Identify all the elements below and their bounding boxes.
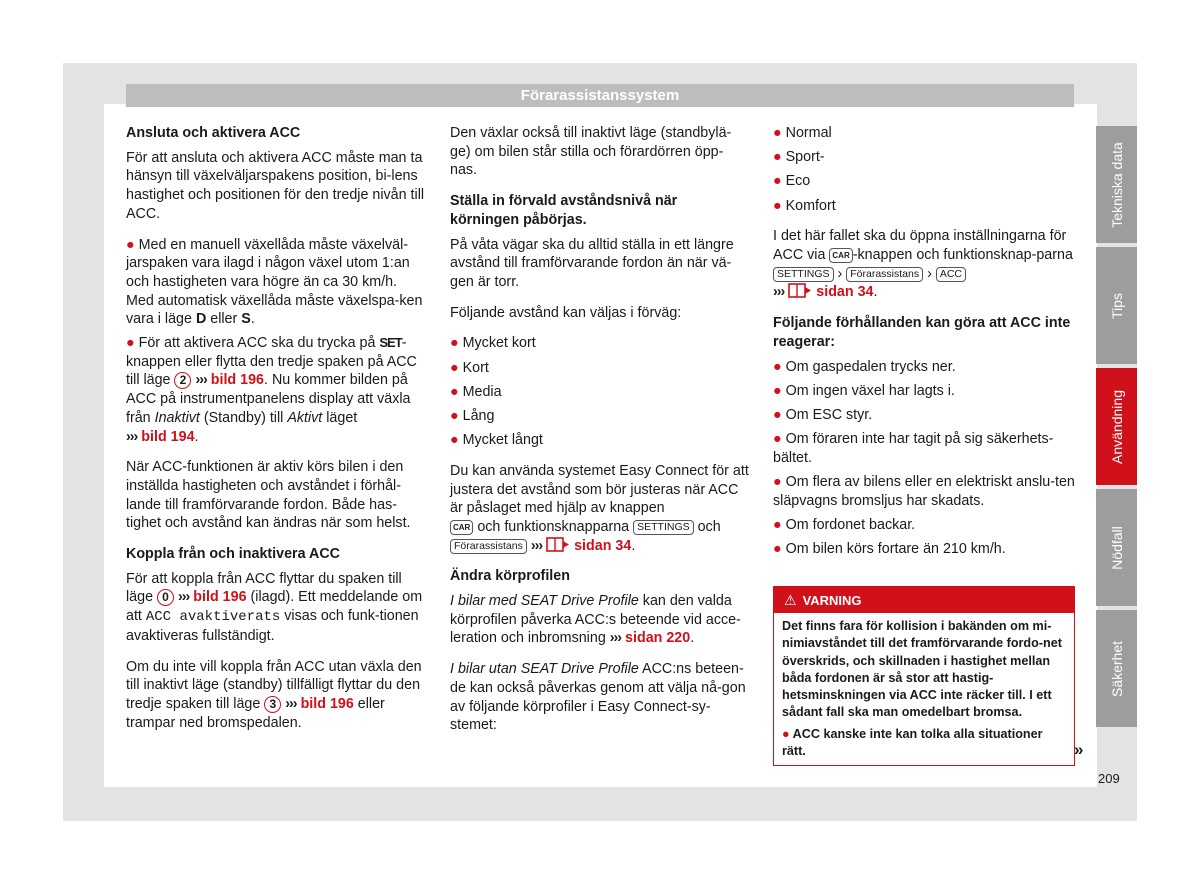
set-button-icon: SET (379, 335, 402, 351)
separator-icon: › (927, 265, 932, 282)
reference-arrow-icon: ››› (530, 537, 543, 554)
bullet-icon: ● (773, 382, 782, 399)
tab-usage[interactable]: Användning (1096, 368, 1137, 485)
paragraph: För att ansluta och aktivera ACC måste man ta hänsyn till växelväljarspakens position, bi-lens hastighet och positionen för den tredje nivån till ACC. (126, 149, 425, 222)
settings-key-icon: SETTINGS (633, 520, 694, 535)
display-message: ACC avaktiverats (145, 609, 281, 626)
position-3-icon: 3 (264, 696, 281, 713)
warning-title: VARNING (802, 593, 862, 608)
warning-body (774, 613, 1074, 760)
figure-link[interactable]: bild 194 (141, 428, 195, 445)
bullet-icon: ● (773, 431, 782, 448)
page-number: 209 (1098, 771, 1120, 786)
position-0-icon: 0 (157, 589, 174, 606)
list-item: ● Om ingen växel har lagts i. (773, 382, 955, 399)
list-item: ● Lång (450, 407, 495, 424)
figure-link[interactable]: bild 196 (210, 372, 264, 389)
reference-arrow-icon: ››› (195, 372, 207, 389)
bullet-icon: ● (126, 236, 135, 253)
bullet-icon: ● (773, 516, 782, 533)
heading-change-profile: Ändra körprofilen (450, 568, 570, 585)
paragraph: Den växlar också till inaktivt läge (standbylä-ge) om bilen står stilla och förardörren öpp-nas. (450, 125, 732, 179)
reference-arrow-icon: ››› (126, 428, 138, 445)
bullet-icon: ● (450, 359, 459, 376)
separator-icon: › (837, 265, 843, 282)
bullet-icon: ● (450, 432, 459, 449)
warning-box (773, 586, 1075, 766)
heading-disconnect: Koppla från och inaktivera ACC (126, 546, 340, 563)
bullet-icon: ● (773, 406, 782, 423)
reference-arrow-icon: ››› (178, 589, 190, 606)
bullet-icon: ● (773, 125, 782, 141)
distance-list (450, 334, 750, 450)
book-reference-icon (546, 537, 570, 552)
paragraph: I bilar utan SEAT Drive Profile ACC:ns beteen-de kan också påverkas genom att välja nå-gon av följande körprofiler i Easy Connect-sy-stemet: (450, 661, 746, 734)
section-header: Förarassistanssystem (126, 84, 1074, 107)
list-item: ● Eco (773, 173, 811, 190)
column-1 (126, 124, 426, 744)
list-item: ● Om flera av bilens eller en elektriskt anslu-ten släpvagns bromsljus har skadats. (773, 474, 1075, 509)
list-item: ● Sport- (773, 149, 825, 166)
paragraph: Du kan använda systemet Easy Connect för att justera det avstånd som bör justeras när ACC är påslaget med hjälp av knappen CAR och funktionsknapparna SETTINGS och Förarassistans ››› sidan 34. (450, 462, 749, 554)
warning-list-item: ● ACC kanske inte kan tolka alla situationer rätt. (782, 726, 1043, 759)
tab-safety[interactable]: Säkerhet (1096, 610, 1137, 727)
list-item: ● Om föraren inte har tagit på sig säkerhets-bältet. (773, 431, 1054, 466)
bullet-icon: ● (773, 474, 782, 491)
list-item: ● Media (450, 383, 502, 400)
list-item: ● Med en manuell växellåda måste växelväl-jarspaken vara ilagd i någon växel utom 1:an och hastigheten vara högre än ca 30 km/h. Med automatisk växellåda måste växelspa-ken vara i läge D eller S. (126, 236, 423, 328)
list-item: ● Mycket kort (450, 335, 536, 352)
list-item: ● Om fordonet backar. (773, 516, 916, 533)
warning-triangle-icon: ⚠ (784, 592, 797, 608)
column-2 (450, 124, 750, 747)
tab-technical-data[interactable]: Tekniska data (1096, 126, 1137, 243)
list-item: ● Komfort (773, 197, 836, 214)
list-item: ● För att aktivera ACC ska du trycka på SET-knappen eller flytta den tredje spaken på ACC till läge 2 ››› bild 196. Nu kommer bilden på ACC på instrumentpanelens display att växla från Inaktivt (Standby) till Aktivt läget ››› bild 194. (126, 335, 417, 445)
acc-key-icon: ACC (936, 267, 966, 282)
list-item: ● Kort (450, 359, 489, 376)
warning-header (774, 587, 1074, 613)
bullet-icon: ● (782, 726, 790, 741)
paragraph: I bilar med SEAT Drive Profile kan den valda körprofilen påverka ACC:s beteende vid acce-leration och inbromsning ››› sidan 220. (450, 593, 741, 647)
profile-list (773, 124, 1075, 215)
conditions-list (773, 358, 1075, 559)
list-item: ● Om gaspedalen trycks ner. (773, 358, 956, 375)
continue-arrow-icon: » (1074, 740, 1084, 759)
car-button-icon: CAR (450, 520, 473, 535)
warning-text: Det finns fara för kollision i bakänden om mi-nimiavståndet till det framförvarande fordo-net överskrids, och skillnaden i hastighet mellan båda fordonen är så stor att hastig-hetsminskningen via ACC inte räcker till. I ett sådant fall ska man omedelbart bromsa. (782, 619, 1062, 720)
bullet-icon: ● (773, 358, 782, 375)
heading-connect-activate: Ansluta och aktivera ACC (126, 125, 301, 141)
car-button-icon: CAR (829, 248, 852, 263)
bullet-icon: ● (773, 541, 782, 558)
tab-emergency[interactable]: Nödfall (1096, 489, 1137, 606)
bullet-icon: ● (450, 407, 459, 424)
reference-arrow-icon: ››› (285, 695, 297, 712)
driver-assist-key-icon: Förarassistans (846, 267, 923, 282)
column-3 (773, 124, 1075, 559)
bullet-icon: ● (773, 149, 782, 166)
page-link[interactable]: sidan 220 (625, 630, 691, 647)
position-2-icon: 2 (174, 372, 191, 389)
paragraph: När ACC-funktionen är aktiv körs bilen i den inställda hastigheten och avståndet i förhål-lande till framförvarande fordon. Både has-tighet och avstånd kan ändras när som helst. (126, 459, 411, 532)
figure-link[interactable]: bild 196 (300, 695, 354, 712)
settings-key-icon: SETTINGS (773, 267, 834, 282)
bullet-icon: ● (773, 197, 782, 214)
bullet-icon: ● (773, 173, 782, 190)
list-item: ● Om bilen körs fortare än 210 km/h. (773, 541, 1006, 558)
heading-conditions: Följande förhållanden kan göra att ACC inte reagerar: (773, 315, 1071, 350)
page-link[interactable]: sidan 34 (574, 537, 632, 554)
driver-assist-key-icon: Förarassistans (450, 539, 527, 554)
page-link[interactable]: sidan 34 (816, 284, 874, 301)
paragraph: Om du inte vill koppla från ACC utan växla den till inaktivt läge (standby) tillfälligt flyttar du den tredje spaken till läge 3 ››› bild 196 eller trampar ned bromspedalen. (126, 658, 422, 731)
bullet-icon: ● (126, 335, 135, 352)
list-item: ● Om ESC styr. (773, 406, 873, 423)
heading-preset-distance: Ställa in förvald avståndsnivå när körningen påbörjas. (450, 193, 678, 228)
paragraph: På våta vägar ska du alltid ställa in ett längre avstånd till framförvarande fordon än när vä-gen är torr. (450, 236, 734, 290)
reference-arrow-icon: ››› (773, 284, 785, 301)
paragraph: För att koppla från ACC flyttar du spaken till läge 0 ››› bild 196 (ilagd). Ett meddelande om att ACC avaktiverats visas och funk-tionen avaktiveras fullständigt. (126, 570, 423, 644)
figure-link[interactable]: bild 196 (193, 589, 247, 606)
list-item: ● Mycket långt (450, 432, 543, 449)
reference-arrow-icon: ››› (609, 630, 622, 647)
paragraph: I det här fallet ska du öppna inställningarna för ACC via CAR -knappen och funktionsknap-parna SETTINGS › Förarassistans › ACC ››› sidan 34. (773, 228, 1073, 301)
list-item: ● Normal (773, 125, 832, 141)
paragraph: Följande avstånd kan väljas i förväg: (450, 304, 682, 321)
book-reference-icon (788, 283, 812, 298)
bullet-icon: ● (450, 335, 459, 352)
bullet-icon: ● (450, 383, 459, 400)
tab-tips[interactable]: Tips (1096, 247, 1137, 364)
